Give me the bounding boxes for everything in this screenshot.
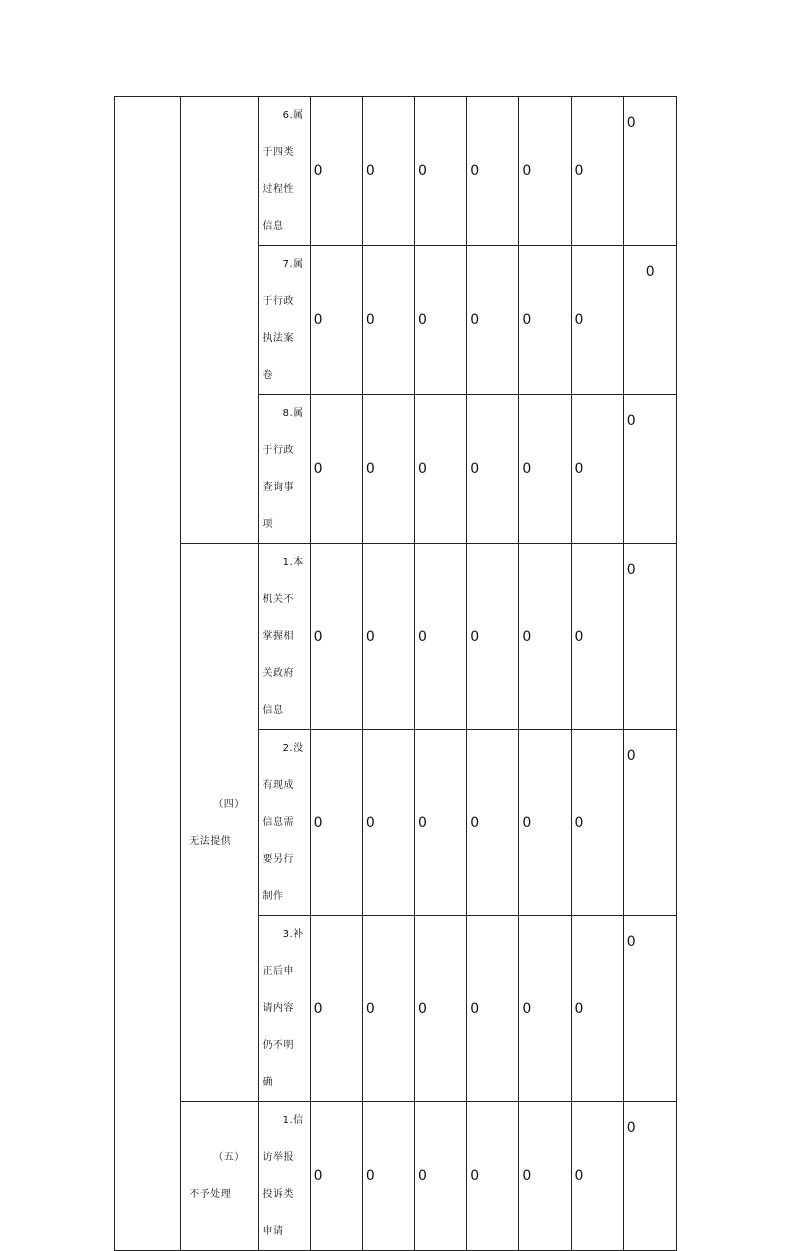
item-cell (258, 97, 310, 246)
value-cell: 0 (571, 246, 623, 395)
value-cell: 0 (362, 544, 414, 730)
item-label-text: 于行政查询事项 (262, 445, 294, 530)
value-cell: 0 (362, 730, 414, 916)
group-cell (181, 1102, 258, 1251)
value-cell: 0 (310, 544, 362, 730)
total-cell: 0 (623, 395, 676, 544)
value-cell: 0 (467, 395, 519, 544)
value-cell: 0 (362, 1102, 414, 1251)
item-label-text: 访举报投诉类申请 (262, 1152, 294, 1237)
value-cell: 0 (415, 544, 467, 730)
table-row (115, 1102, 677, 1251)
value-cell: 0 (310, 730, 362, 916)
group-cell (181, 97, 258, 544)
item-label-number: 8.属 (282, 408, 304, 419)
group-label: （五）不予处理 (189, 1152, 245, 1200)
value-cell: 0 (362, 916, 414, 1102)
item-cell (258, 1102, 310, 1251)
value-cell: 0 (467, 916, 519, 1102)
item-cell (258, 544, 310, 730)
value-cell: 0 (362, 246, 414, 395)
table-row (115, 544, 677, 730)
item-label-number: 1.信 (282, 1115, 304, 1126)
total-cell: 0 (623, 730, 676, 916)
value-cell: 0 (519, 246, 571, 395)
value-cell: 0 (467, 246, 519, 395)
item-cell (258, 730, 310, 916)
item-label-number: 6.属 (282, 110, 304, 121)
item-cell (258, 246, 310, 395)
statistics-table (114, 96, 677, 1251)
value-cell: 0 (415, 97, 467, 246)
item-label-text: 机关不掌握相关政府信息 (262, 594, 294, 716)
value-cell: 0 (519, 1102, 571, 1251)
item-label-number: 7.属 (282, 259, 304, 270)
value-cell: 0 (310, 395, 362, 544)
total-cell: 0 (623, 97, 676, 246)
table-row (115, 97, 677, 246)
value-cell: 0 (519, 544, 571, 730)
total-cell: 0 (623, 544, 676, 730)
item-cell (258, 395, 310, 544)
value-cell: 0 (362, 97, 414, 246)
total-cell: 0 (623, 246, 676, 395)
value-cell: 0 (415, 916, 467, 1102)
value-cell: 0 (571, 916, 623, 1102)
item-label-number: 1.本 (282, 557, 304, 568)
value-cell: 0 (310, 916, 362, 1102)
total-cell: 0 (623, 916, 676, 1102)
value-cell: 0 (519, 395, 571, 544)
value-cell: 0 (415, 730, 467, 916)
value-cell: 0 (467, 97, 519, 246)
group-label: （四）无法提供 (189, 798, 245, 847)
value-cell: 0 (467, 1102, 519, 1251)
value-cell: 0 (310, 97, 362, 246)
value-cell: 0 (310, 246, 362, 395)
value-cell: 0 (519, 730, 571, 916)
item-label-number: 3.补 (282, 929, 304, 940)
value-cell: 0 (362, 395, 414, 544)
value-cell: 0 (571, 1102, 623, 1251)
value-cell: 0 (415, 1102, 467, 1251)
item-label-text: 于四类过程性信息 (262, 147, 294, 232)
value-cell: 0 (415, 246, 467, 395)
value-cell: 0 (571, 544, 623, 730)
value-cell: 0 (519, 916, 571, 1102)
item-cell (258, 916, 310, 1102)
item-label-number: 2.没 (282, 743, 304, 754)
item-label-text: 正后申请内容仍不明确 (262, 966, 294, 1088)
value-cell: 0 (519, 97, 571, 246)
item-label-text: 有现成信息需要另行制作 (262, 780, 294, 902)
value-cell: 0 (571, 97, 623, 246)
value-cell: 0 (571, 395, 623, 544)
value-cell: 0 (415, 395, 467, 544)
value-cell: 0 (467, 730, 519, 916)
value-cell: 0 (310, 1102, 362, 1251)
value-cell: 0 (467, 544, 519, 730)
total-cell: 0 (623, 1102, 676, 1251)
group-cell (181, 544, 258, 1102)
item-label-text: 于行政执法案卷 (262, 296, 294, 381)
empty-category-cell (115, 97, 181, 1251)
value-cell: 0 (571, 730, 623, 916)
